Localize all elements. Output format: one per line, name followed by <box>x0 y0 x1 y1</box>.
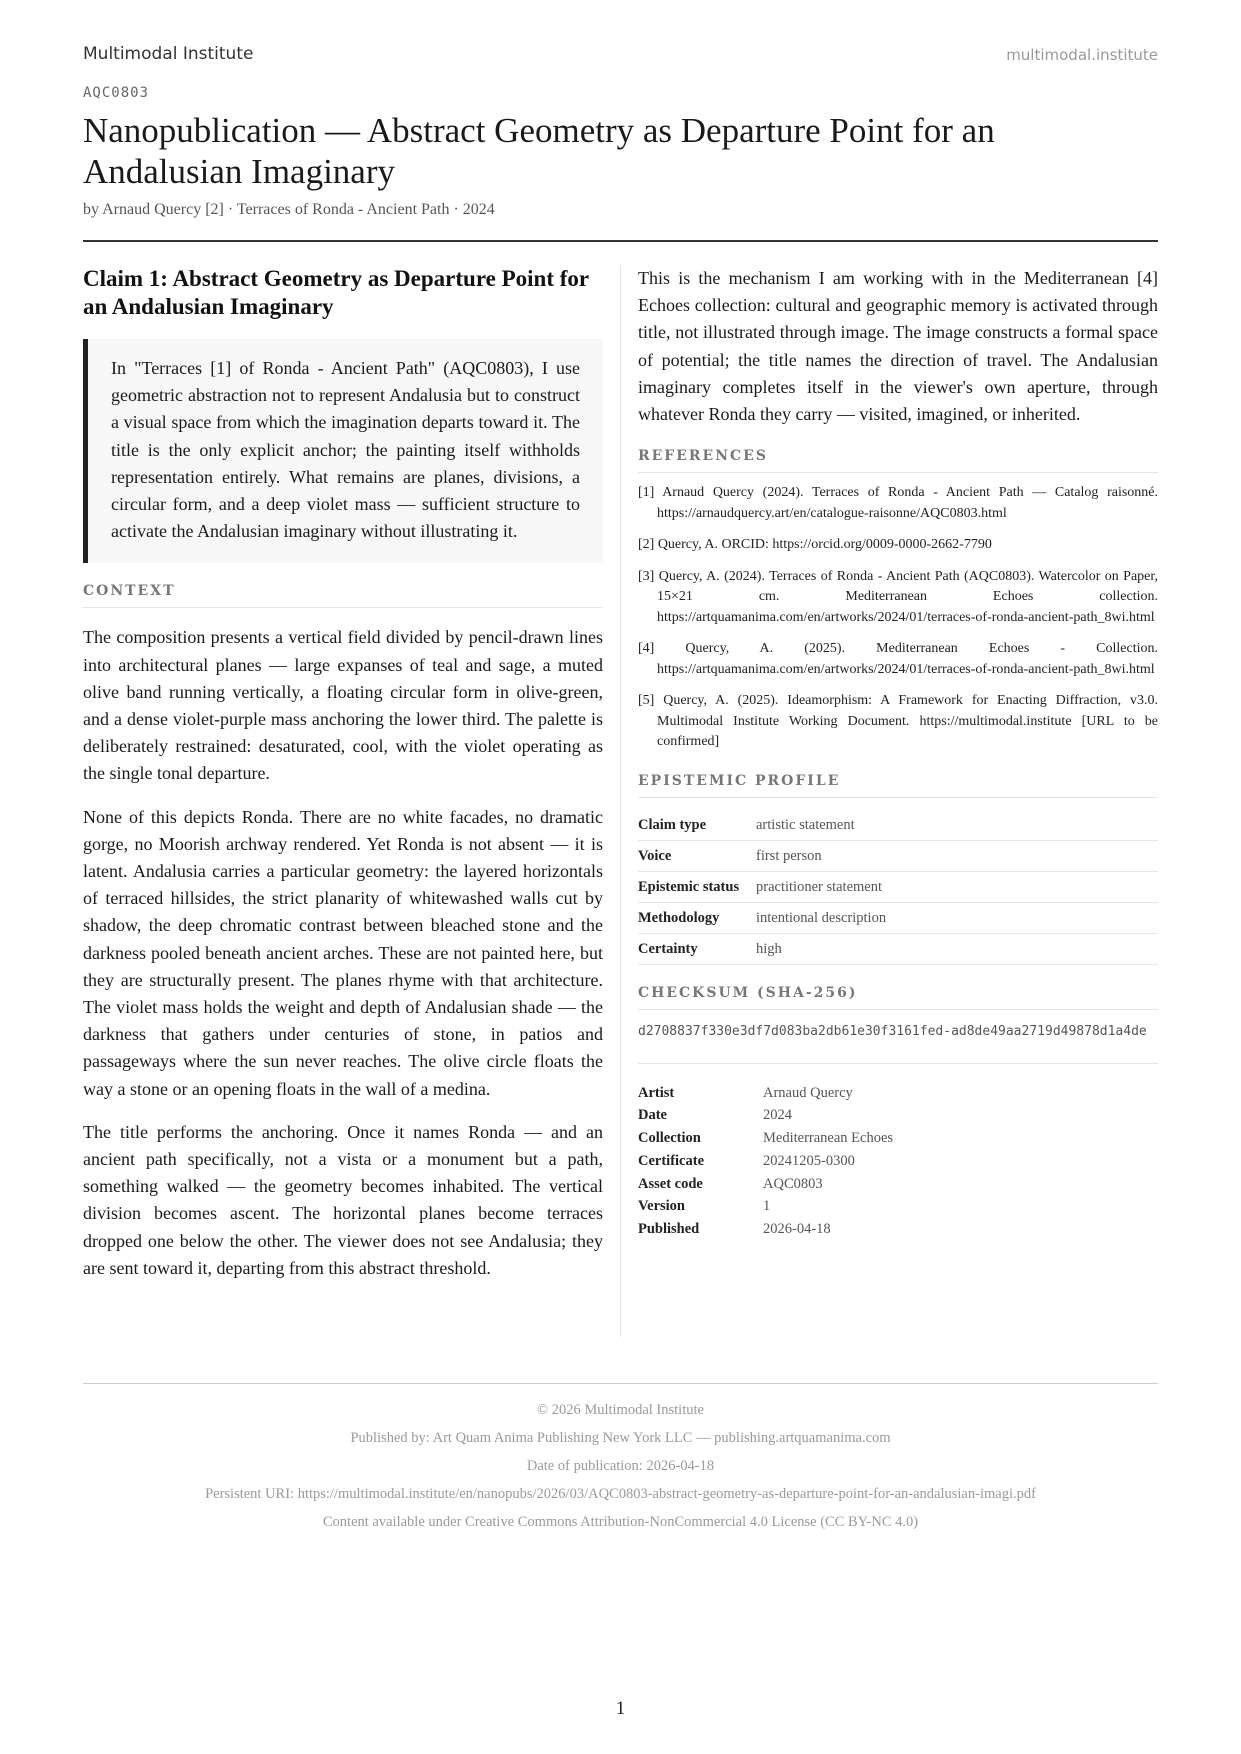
context-paragraph: The composition presents a vertical field divided by pencil-drawn lines into architectural planes — large expanses of teal and sage, a muted olive band running vertically, a floating circular form in olive-green, and a dense violet-purple mass anchoring the lower third. The palette is deliberately restrained: desaturated, cool, with the violet operating as the single tonal departure. <box>83 627 603 784</box>
table-row <box>638 1218 893 1241</box>
table-row <box>638 1173 893 1196</box>
row-key: Methodology <box>638 902 756 933</box>
checksum-label: CHECKSUM (SHA-256) <box>638 985 1158 1010</box>
row-key: Voice <box>638 840 756 871</box>
row-value: first person <box>756 840 1158 871</box>
footer-license: Content available under Creative Commons Attribution-NonCommercial 4.0 License (CC BY-NC 4.0) <box>322 1514 919 1530</box>
table-row <box>638 871 1158 902</box>
reference-item[interactable]: [3] Quercy, A. (2024). Terraces of Ronda - Ancient Path (AQC0803). Watercolor on Paper, 15×21 cm. Mediterranean Echoes collection. https://artquamanima.com/en/artworks/2024/01/terraces-of-ronda-ancient-path_8wi.html <box>638 568 1158 625</box>
page-header <box>83 44 1158 68</box>
table-row <box>638 933 1158 964</box>
row-key: Certainty <box>638 933 756 964</box>
context-paragraph: None of this depicts Ronda. There are no white facades, no dramatic gorge, no Moorish archway rendered. Yet Ronda is not absent — it is latent. Andalusia carries a particular geometry: the layered horizontals of terraced hillsides, the strict planarity of whitewashed walls cut by shadow, the deep chromatic contrast between bleached stone and the darkness pooled beneath ancient arches. These are not painted here, but they are structurally present. The planes rhyme with that architecture. The violet mass holds the weight and depth of Andalusian shade — the darkness that gathers under centuries of stone, in patios and passageways where the sun never reaches. The olive circle floats the way a stone or an opening floats in the wall of a medina. <box>83 806 603 1099</box>
left-column <box>83 265 603 1282</box>
meta-value: AQC0803 <box>763 1175 823 1192</box>
metadata-table <box>638 1082 893 1241</box>
meta-key: Published <box>638 1220 700 1237</box>
table-row <box>638 1150 893 1173</box>
table-row <box>638 1127 893 1150</box>
meta-value: 20241205-0300 <box>763 1152 855 1169</box>
column-divider <box>620 265 621 1337</box>
meta-value: 2024 <box>763 1107 792 1124</box>
claim-title: Claim 1: Abstract Geometry as Departure Point for an Andalusian Imaginary <box>83 266 589 319</box>
row-key: Claim type <box>638 810 756 841</box>
claim-statement: In "Terraces [1] of Ronda - Ancient Path" (AQC0803), I use geometric abstraction not to represent Andalusia but to construct a visual space from which the imagination departs toward it. The title is the only explicit anchor; the painting itself withholds representation entirely. What remains are planes, divisions, a circular form, and a deep violet mass — sufficient structure to activate the Andalusian imaginary without illustrating it. <box>83 339 603 563</box>
row-key: Epistemic status <box>638 871 756 902</box>
reference-item[interactable]: [2] Quercy, A. ORCID: https://orcid.org/0009-0000-2662-7790 <box>638 537 992 553</box>
epistemic-profile-table <box>638 810 1158 965</box>
footer-publication-date: Date of publication: 2026-04-18 <box>526 1458 715 1474</box>
table-row <box>638 840 1158 871</box>
row-value: practitioner statement <box>756 871 1158 902</box>
reference-list <box>638 483 1158 753</box>
header-divider <box>83 240 1158 242</box>
institute-name: Multimodal Institute <box>83 44 254 64</box>
context-paragraph: The title performs the anchoring. Once it names Ronda — and an ancient path specifically, not a vista or a monument but a path, something walked — the geometry becomes inhabited. The vertical division becomes ascent. The horizontal planes become terraces dropped one below the other. The viewer does not see Andalusia; they are sent toward it, departing from this abstract threshold. <box>83 1121 603 1278</box>
reference-item[interactable]: [5] Quercy, A. (2025). Ideamorphism: A Framework for Enacting Diffraction, v3.0. Multimodal Institute Working Document. https://multimodal.institute [URL to be confirmed] <box>638 693 1158 750</box>
meta-key: Collection <box>638 1130 701 1147</box>
meta-key: Version <box>638 1198 685 1215</box>
meta-value: 2026-04-18 <box>763 1220 831 1237</box>
reference-item[interactable]: [4] Quercy, A. (2025). Mediterranean Echoes - Collection. https://artquamanima.com/en/artworks/2024/01/terraces-of-ronda-ancient-path_8wi.html <box>638 641 1158 677</box>
context-label: CONTEXT <box>83 583 603 608</box>
table-row <box>638 1195 893 1218</box>
table-row <box>638 1082 893 1105</box>
meta-key: Date <box>638 1107 667 1124</box>
context-continuation: This is the mechanism I am working with in the Mediterranean [4] Echoes collection: cultural and geographic memory is activated through title, not illustrated through image. The image constructs a formal space of potential; the title names the direction of travel. The Andalusian imaginary completes itself in the viewer's own aperture, through whatever Ronda they carry — visited, imagined, or inherited. <box>638 268 1158 425</box>
meta-value: Arnaud Quercy <box>763 1084 853 1101</box>
row-value: artistic statement <box>756 810 1158 841</box>
row-value: intentional description <box>756 902 1158 933</box>
reference-item[interactable]: [1] Arnaud Quercy (2024). Terraces of Ronda - Ancient Path — Catalog raisonné. https://arnaudquercy.art/en/catalogue-raisonne/AQC0803.html <box>638 485 1158 521</box>
page-footer <box>83 1383 1158 1541</box>
page-title: Nanopublication — Abstract Geometry as Departure Point for an Andalusian Imaginary <box>83 111 995 191</box>
references-label: REFERENCES <box>638 448 1158 473</box>
epistemic-profile-label: EPISTEMIC PROFILE <box>638 773 1158 798</box>
meta-value: 1 <box>763 1198 771 1215</box>
meta-key: Asset code <box>638 1175 703 1192</box>
footer-persistent-uri[interactable]: Persistent URI: https://multimodal.institute/en/nanopubs/2026/03/AQC0803-abstract-geometry-as-departure-point-for-an-andalusian-imagi.pdf <box>205 1486 1036 1502</box>
asset-code: AQC0803 <box>83 85 150 101</box>
institute-domain: multimodal.institute <box>1006 46 1158 64</box>
checksum-value: d2708837f330e3df7d083ba2db61e30f3161fed-ad8de49aa2719d49878d1a4de <box>638 1022 1158 1064</box>
meta-key: Artist <box>638 1084 675 1101</box>
right-column <box>638 265 1158 1241</box>
page-number: 1 <box>615 1698 626 1719</box>
meta-key: Certificate <box>638 1152 705 1169</box>
row-value: high <box>756 933 1158 964</box>
table-row <box>638 810 1158 841</box>
footer-publisher[interactable]: Published by: Art Quam Anima Publishing New York LLC — publishing.artquamanima.com <box>350 1430 891 1446</box>
table-row <box>638 1104 893 1127</box>
table-row <box>638 902 1158 933</box>
meta-value: Mediterranean Echoes <box>763 1130 894 1147</box>
footer-copyright: © 2026 Multimodal Institute <box>537 1402 704 1418</box>
byline: by Arnaud Quercy [2] · Terraces of Ronda - Ancient Path · 2024 <box>83 201 495 218</box>
